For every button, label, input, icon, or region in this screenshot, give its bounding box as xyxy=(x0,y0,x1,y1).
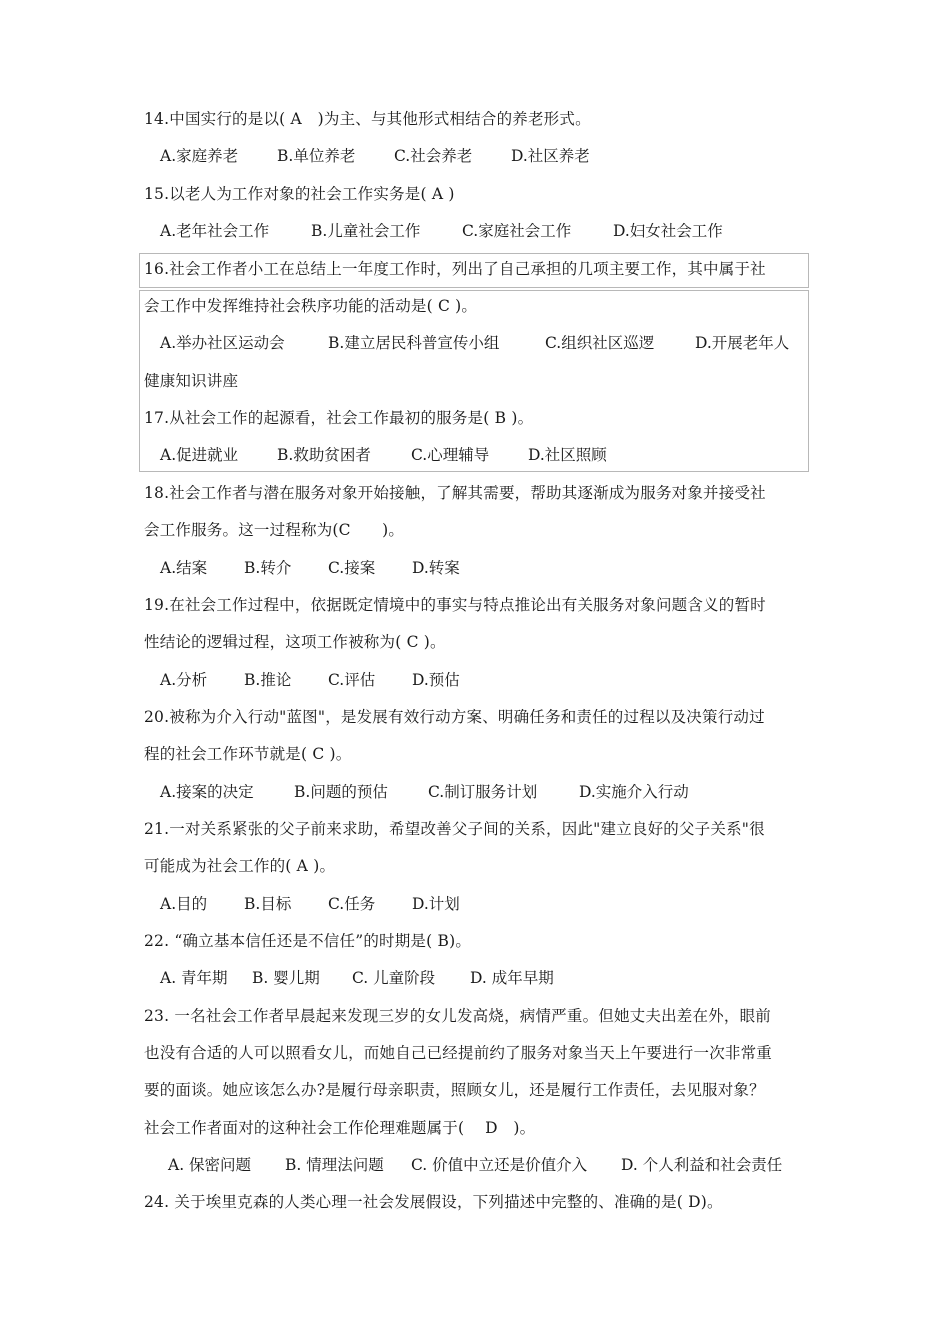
question-21-option-a: A.目的 xyxy=(160,895,208,913)
question-18-option-d: D.转案 xyxy=(412,559,460,577)
question-19-option-a: A.分析 xyxy=(160,671,208,689)
question-16-option-c: C.组织社区巡逻 xyxy=(545,334,655,352)
question-23-stem-line-1: 23. 一名社会工作者早晨起来发现三岁的女儿发高烧，病情严重。但她丈夫出差在外，眼前 xyxy=(144,1007,771,1025)
question-20-options xyxy=(160,782,820,802)
question-20-option-c: C.制订服务计划 xyxy=(428,783,538,801)
question-16-options xyxy=(160,333,820,353)
question-19-option-c: C.评估 xyxy=(328,671,376,689)
question-19-stem-line-1: 19.在社会工作过程中，依据既定情境中的事实与特点推论出有关服务对象问题含义的暂时 xyxy=(144,596,766,614)
question-23-option-d: D. 个人利益和社会责任 xyxy=(621,1156,783,1174)
question-22-option-a: A. 青年期 xyxy=(160,969,228,987)
question-14-stem: 14.中国实行的是以( A )为主、与其他形式相结合的养老形式。 xyxy=(144,110,591,128)
question-19-stem-line-2: 性结论的逻辑过程，这项工作被称为( C )。 xyxy=(144,633,446,651)
question-22-option-c: C. 儿童阶段 xyxy=(352,969,436,987)
question-15-option-b: B.儿童社会工作 xyxy=(311,222,421,240)
question-20-stem-line-1: 20.被称为介入行动"蓝图"，是发展有效行动方案、明确任务和责任的过程以及决策行动过 xyxy=(144,708,765,726)
question-21-option-b: B.目标 xyxy=(244,895,292,913)
question-15-option-c: C.家庭社会工作 xyxy=(462,222,572,240)
question-21-stem-line-2: 可能成为社会工作的( A )。 xyxy=(144,857,336,875)
question-14-option-d: D.社区养老 xyxy=(511,147,590,165)
question-24-stem: 24. 关于埃里克森的人类心理一社会发展假设，下列描述中完整的、准确的是( D)。 xyxy=(144,1193,723,1211)
question-23-stem-line-3: 要的面谈。她应该怎么办?是履行母亲职责，照顾女儿，还是履行工作责任，去见服对象？ xyxy=(144,1081,765,1099)
question-22-option-d: D. 成年早期 xyxy=(470,969,554,987)
question-17-options xyxy=(160,445,820,465)
question-20-option-a: A.接案的决定 xyxy=(160,783,254,801)
question-17-option-a: A.促进就业 xyxy=(160,446,239,464)
question-20-option-b: B.问题的预估 xyxy=(294,783,388,801)
question-22-options xyxy=(160,968,820,988)
question-14-option-a: A.家庭养老 xyxy=(160,147,239,165)
question-15-option-d: D.妇女社会工作 xyxy=(613,222,723,240)
question-17-option-c: C.心理辅导 xyxy=(411,446,490,464)
question-20-option-d: D.实施介入行动 xyxy=(579,783,689,801)
question-18-option-b: B.转介 xyxy=(244,559,292,577)
question-15-options xyxy=(160,221,820,241)
question-23-options xyxy=(168,1155,828,1175)
question-16-stem-line-2: 会工作中发挥维持社会秩序功能的活动是( C )。 xyxy=(144,297,478,315)
question-19-options xyxy=(160,670,820,690)
question-21-options xyxy=(160,894,820,914)
question-18-stem-line-2: 会工作服务。这一过程称为(C )。 xyxy=(144,521,405,539)
question-23-option-c: C. 价值中立还是价值介入 xyxy=(411,1156,588,1174)
question-21-option-c: C.任务 xyxy=(328,895,376,913)
question-22-stem: 22. “确立基本信任还是不信任”的时期是( B)。 xyxy=(144,932,472,950)
question-15-stem: 15.以老人为工作对象的社会工作实务是( A ) xyxy=(144,185,455,203)
question-17-option-b: B.救助贫困者 xyxy=(277,446,371,464)
question-16-option-wrap: 健康知识讲座 xyxy=(144,372,239,390)
question-14-options xyxy=(160,146,820,166)
question-16-option-b: B.建立居民科普宣传小组 xyxy=(328,334,500,352)
question-23-option-b: B. 情理法问题 xyxy=(285,1156,384,1174)
question-21-option-d: D.计划 xyxy=(412,895,460,913)
question-18-stem-line-1: 18.社会工作者与潜在服务对象开始接触，了解其需要，帮助其逐渐成为服务对象并接受社 xyxy=(144,484,766,502)
question-23-option-a: A. 保密问题 xyxy=(168,1156,252,1174)
question-19-option-b: B.推论 xyxy=(244,671,292,689)
question-15-option-a: A.老年社会工作 xyxy=(160,222,270,240)
question-16-stem-line-1: 16.社会工作者小工在总结上一年度工作时，列出了自己承担的几项主要工作，其中属于社 xyxy=(144,260,766,278)
question-22-option-b: B. 婴儿期 xyxy=(252,969,320,987)
question-14-option-c: C.社会养老 xyxy=(394,147,473,165)
question-18-options xyxy=(160,558,820,578)
question-17-stem: 17.从社会工作的起源看，社会工作最初的服务是( B )。 xyxy=(144,409,534,427)
question-19-option-d: D.预估 xyxy=(412,671,460,689)
question-17-option-d: D.社区照顾 xyxy=(528,446,607,464)
question-23-stem-line-4: 社会工作者面对的这种社会工作伦理难题属于( D )。 xyxy=(144,1119,536,1137)
question-20-stem-line-2: 程的社会工作环节就是( C )。 xyxy=(144,745,352,763)
question-18-option-a: A.结案 xyxy=(160,559,208,577)
question-18-option-c: C.接案 xyxy=(328,559,376,577)
question-16-option-d: D.开展老年人 xyxy=(695,334,790,352)
question-14-option-b: B.单位养老 xyxy=(277,147,356,165)
question-23-stem-line-2: 也没有合适的人可以照看女儿，而她自己已经提前约了服务对象当天上午要进行一次非常重 xyxy=(144,1044,773,1062)
question-16-option-a: A.举办社区运动会 xyxy=(160,334,285,352)
question-21-stem-line-1: 21.一对关系紧张的父子前来求助，希望改善父子间的关系，因此"建立良好的父子关系"很 xyxy=(144,820,765,838)
